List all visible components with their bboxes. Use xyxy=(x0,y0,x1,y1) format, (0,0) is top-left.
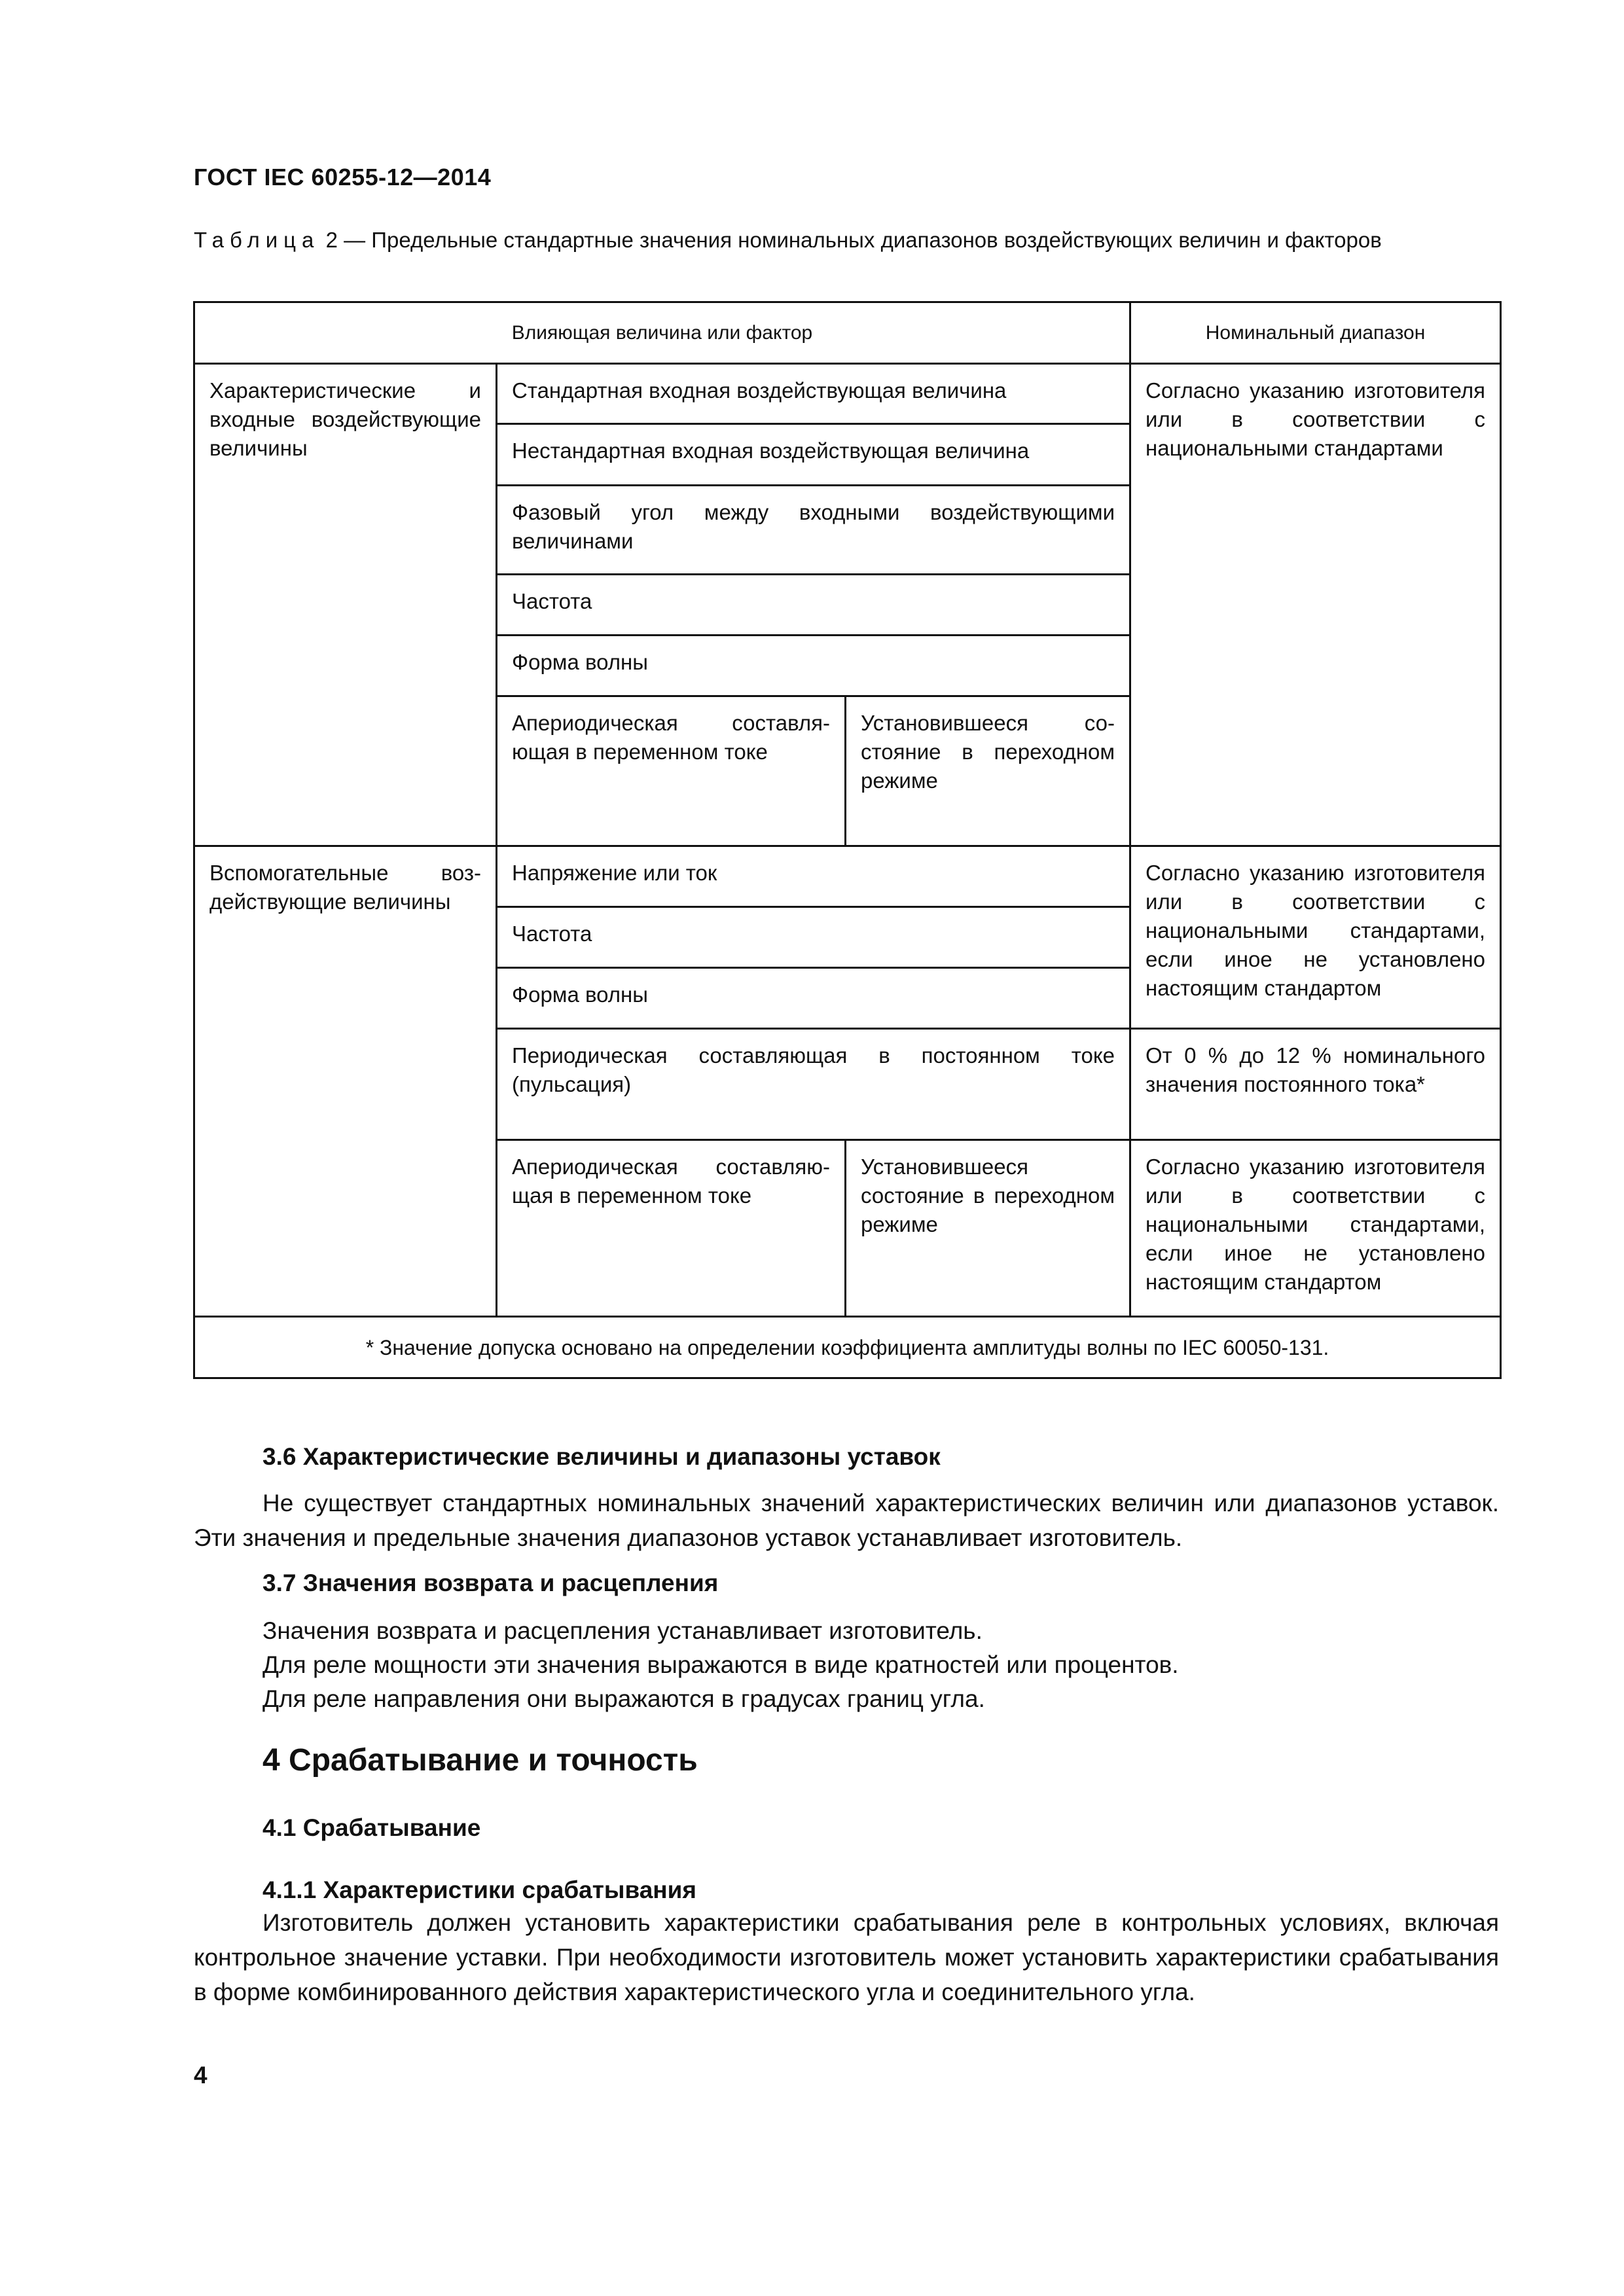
group2-aperiodic-range: Согласно указанию изготовителя или в соответствии с национальными стандартами, если иное не установлено настоящим стандартом xyxy=(1130,1140,1501,1317)
section-3-6-title: 3.6 Характеристические величины и диапазоны уставок xyxy=(262,1443,941,1470)
group1-row-3: Фазовый угол между входными воздействующими величинами xyxy=(497,486,1130,575)
group1-row-2: Нестандартная входная воздействующая величина xyxy=(497,424,1130,486)
table-row xyxy=(194,846,1501,907)
table-caption-label: Таблица xyxy=(194,228,320,252)
group2-periodic-range: От 0 % до 12 % номинального значения постоянного тока* xyxy=(1130,1029,1501,1140)
table-header-row xyxy=(194,302,1501,364)
group2-steady-state: Установившееся состояние в переходном режиме xyxy=(846,1140,1130,1317)
section-3-7-line-3: Для реле направления они выражаются в градусах границ угла. xyxy=(262,1685,985,1712)
group2-row-3: Форма волны xyxy=(497,968,1130,1029)
section-4-1-1-title: 4.1.1 Характеристики срабатывания xyxy=(262,1876,696,1903)
header-influence: Влияющая величина или фактор xyxy=(194,302,1130,364)
limits-table xyxy=(193,301,1502,1379)
section-3-7-line-1: Значения возврата и расцепления устанавливает изготовитель. xyxy=(262,1617,983,1644)
group1-row-5: Форма волны xyxy=(497,636,1130,696)
section-4-title: 4 Срабатывание и точность xyxy=(262,1743,698,1778)
group2-aperiodic: Апериодическая составляющая в переменном токе xyxy=(497,1140,846,1317)
page-number: 4 xyxy=(194,2062,208,2089)
table-caption xyxy=(194,226,1499,255)
group1-row-1: Стандартная входная воздействующая величина xyxy=(497,364,1130,424)
group1-name: Характеристические и входные воздействующие величины xyxy=(194,364,497,846)
group1-range: Согласно указанию изготовителя или в соответствии с национальными стандартами xyxy=(1130,364,1501,846)
section-3-6-text: Не существует стандартных номинальных значений характеристических величин или диапазонов уставок. Эти значения и предельные значения диапазонов уставок устанавливает изготовитель. xyxy=(194,1490,1499,1551)
group2-periodic: Периодическая составляющая в постоянном токе (пульсация) xyxy=(497,1029,1130,1140)
group2-name: Вспомогательные воздействующие величины xyxy=(194,846,497,1317)
table-row xyxy=(194,364,1501,424)
table-footnote-row xyxy=(194,1317,1501,1378)
group1-aperiodic: Апериодическая составляющая в переменном токе xyxy=(497,696,846,846)
section-4-1-1-text: Изготовитель должен установить характеристики срабатывания реле в контрольных условиях, включая контрольное значение уставки. При необходимости изготовитель может установить характеристики срабатывания в форме комбинированного действия характеристического угла и соединительного угла. xyxy=(194,1909,1499,2005)
document-code: ГОСТ IEC 60255-12—2014 xyxy=(194,164,492,190)
group1-row-4: Частота xyxy=(497,575,1130,636)
group2-row-1: Напряжение или ток xyxy=(497,846,1130,907)
group1-steady-state: Установившееся состояние в переходном режиме xyxy=(846,696,1130,846)
group2-range: Согласно указанию изготовителя или в соответствии с национальными стандартами, если иное не установлено настоящим стандартом xyxy=(1130,846,1501,1029)
header-range: Номинальный диапазон xyxy=(1130,302,1501,364)
table-footnote: * Значение допуска основано на определении коэффициента амплитуды волны по IEC 60050-131. xyxy=(194,1317,1501,1378)
group2-row-2: Частота xyxy=(497,907,1130,968)
section-3-7-title: 3.7 Значения возврата и расцепления xyxy=(262,1570,719,1596)
table-caption-text: 2 — Предельные стандартные значения номинальных диапазонов воздействующих величин и факторов xyxy=(325,228,1382,252)
section-3-7-line-2: Для реле мощности эти значения выражаются в виде кратностей или процентов. xyxy=(262,1651,1179,1678)
section-4-1-title: 4.1 Срабатывание xyxy=(262,1814,481,1841)
